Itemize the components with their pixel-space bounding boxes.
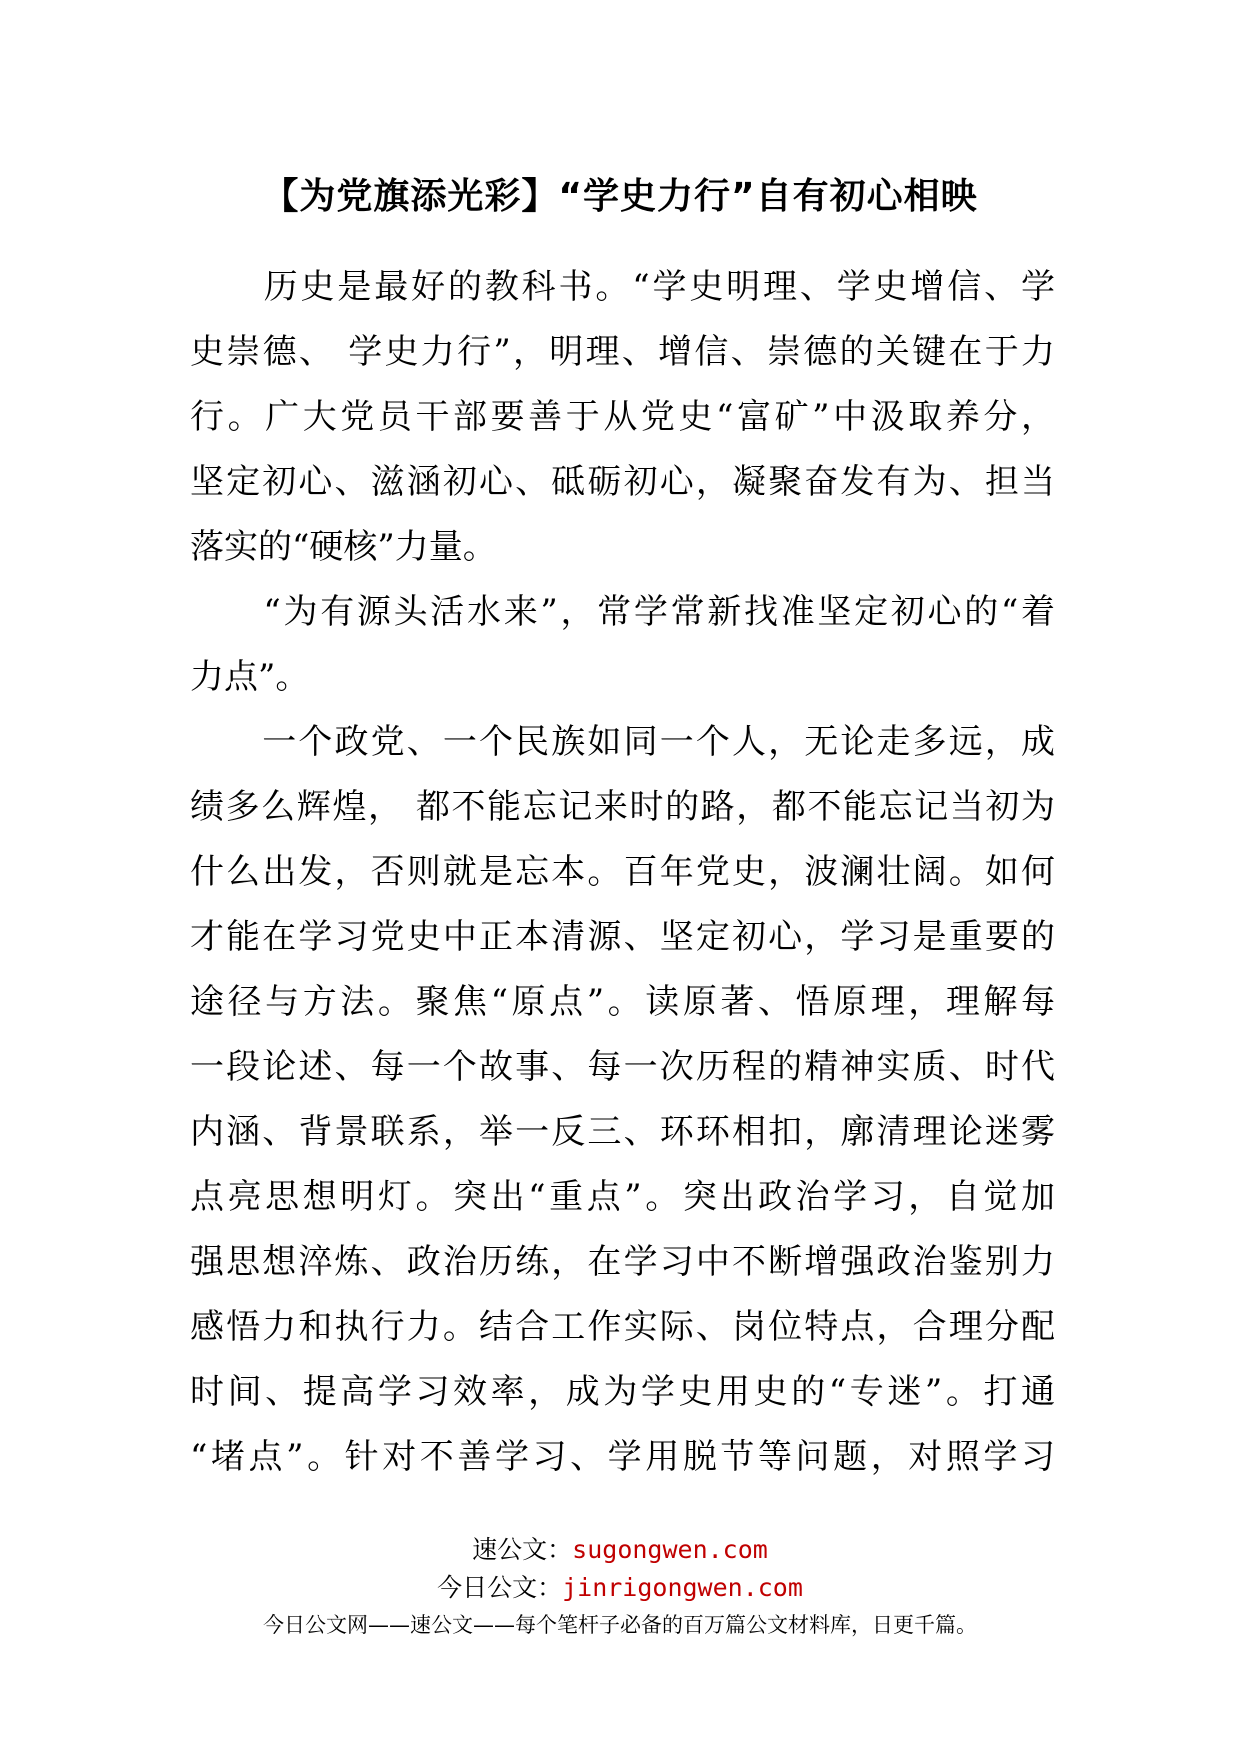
text-line: 落实的“硬核”力量。: [190, 527, 497, 567]
document-body: [190, 255, 1055, 1490]
text-line: 力点”。: [190, 657, 310, 697]
text-line: 内涵、背景联系，举一反三、环环相扣，廓清理论迷雾: [190, 1112, 1055, 1152]
text-line: 强思想淬炼、政治历练，在学习中不断增强政治鉴别力: [190, 1242, 1055, 1282]
footer-slogan: 今日公文网——速公文——每个笔杆子必备的百万篇公文材料库，日更千篇。: [263, 1613, 977, 1637]
text-line: “为有源头活水来”，常学常新找准坚定初心的“着: [190, 592, 1055, 632]
text-line: 一段论述、每一个故事、每一次历程的精神实质、时代: [190, 1047, 1055, 1087]
text-line: 点亮思想明灯。突出“重点”。突出政治学习，自觉加: [190, 1177, 1055, 1217]
page-title: 【为党旗添光彩】“学史力行”自有初心相映: [262, 176, 978, 217]
footer-label-jinrigongwen: 今日公文：: [437, 1573, 563, 1602]
text-line: 坚定初心、滋涵初心、砥砺初心，凝聚奋发有为、担当: [190, 462, 1055, 502]
footer-link-jinrigongwen[interactable]: jinrigongwen.com: [562, 1573, 803, 1602]
text-line: 才能在学习党史中正本清源、坚定初心，学习是重要的: [190, 917, 1055, 957]
text-line: “堵点”。针对不善学习、学用脱节等问题，对照学习: [190, 1437, 1055, 1477]
footer-link-sugongwen[interactable]: sugongwen.com: [572, 1535, 768, 1564]
text-line: 行。广大党员干部要善于从党史“富矿”中汲取养分，: [190, 397, 1055, 437]
text-line: 史崇德、 学史力行”，明理、增信、崇德的关键在于力: [190, 332, 1055, 372]
footer-label-sugongwen: 速公文：: [472, 1535, 573, 1564]
text-line: 感悟力和执行力。结合工作实际、岗位特点，合理分配: [190, 1307, 1055, 1347]
text-line: 历史是最好的教科书。“学史明理、学史增信、学: [190, 267, 1055, 307]
text-line: 一个政党、一个民族如同一个人，无论走多远，成: [190, 722, 1055, 762]
text-line: 绩多么辉煌， 都不能忘记来时的路，都不能忘记当初为: [190, 787, 1055, 827]
text-line: 时间、提高学习效率，成为学史用史的“专迷”。打通: [190, 1372, 1055, 1412]
text-line: 什么出发，否则就是忘本。百年党史，波澜壮阔。如何: [190, 852, 1055, 892]
footer-jinrigongwen: [0, 1571, 1240, 1605]
text-line: 途径与方法。聚焦“原点”。读原著、悟原理，理解每: [190, 982, 1055, 1022]
footer-sugongwen: [0, 1533, 1240, 1567]
